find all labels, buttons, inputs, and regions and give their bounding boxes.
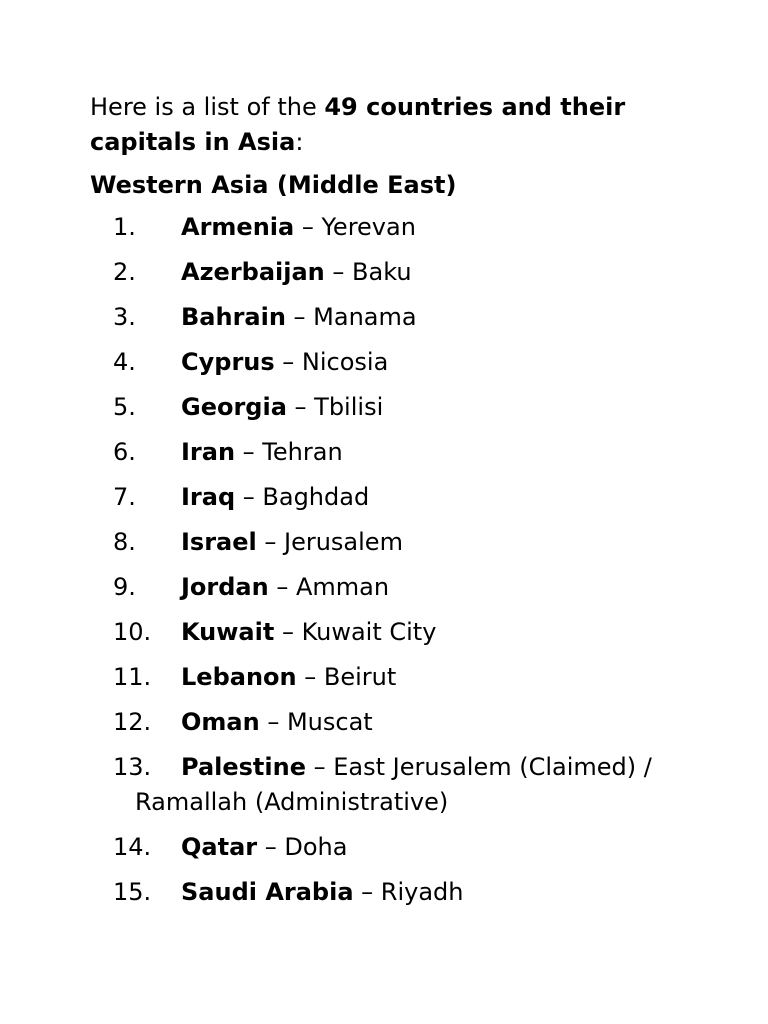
item-number: 14.: [113, 833, 152, 861]
section-heading: Western Asia (Middle East): [90, 171, 457, 199]
item-number: 6.: [113, 438, 136, 466]
list-item: [90, 435, 690, 470]
capital-name-continued: Ramallah (Administrative): [135, 788, 449, 816]
country-name: Bahrain: [181, 303, 286, 331]
country-name: Palestine: [181, 753, 306, 781]
list-item: [90, 660, 690, 695]
list-item: [90, 615, 690, 650]
capital-name: – Nicosia: [274, 348, 389, 376]
country-name: Iraq: [181, 483, 236, 511]
capital-name: – Baku: [324, 258, 412, 286]
capital-name: – Tehran: [235, 438, 343, 466]
country-name: Iran: [181, 438, 236, 466]
list-item: [90, 570, 690, 605]
list-item: [90, 255, 690, 290]
item-number: 10.: [113, 618, 152, 646]
country-name: Kuwait: [181, 618, 275, 646]
capital-name: – Doha: [257, 833, 348, 861]
capital-name: – Baghdad: [235, 483, 370, 511]
country-name: Lebanon: [181, 663, 297, 691]
item-number: 7.: [113, 483, 136, 511]
list-item: [90, 345, 690, 380]
list-item: [90, 750, 690, 820]
capital-name: – Tbilisi: [286, 393, 384, 421]
capital-name: – East Jerusalem (Claimed) /: [306, 753, 652, 781]
item-number: 15.: [113, 878, 152, 906]
country-name: Azerbaijan: [181, 258, 325, 286]
intro-paragraph: [90, 90, 690, 160]
intro-prefix: Here is a list of the: [90, 93, 325, 121]
item-number: 5.: [113, 393, 136, 421]
capital-name: – Yerevan: [294, 213, 416, 241]
capital-name: – Manama: [285, 303, 417, 331]
country-list: [90, 210, 690, 910]
capital-name: – Riyadh: [353, 878, 464, 906]
intro-suffix: :: [295, 128, 304, 156]
list-item: [90, 390, 690, 425]
list-item: [90, 525, 690, 560]
item-number: 1.: [113, 213, 136, 241]
item-number: 2.: [113, 258, 136, 286]
list-item: [90, 300, 690, 335]
document-page: [90, 90, 690, 910]
item-number: 3.: [113, 303, 136, 331]
item-number: 8.: [113, 528, 136, 556]
capital-name: – Muscat: [259, 708, 373, 736]
country-name: Qatar: [181, 833, 258, 861]
item-number: 4.: [113, 348, 136, 376]
capital-name: – Kuwait City: [274, 618, 437, 646]
item-number: 9.: [113, 573, 136, 601]
list-item: [90, 830, 690, 865]
list-item: [90, 705, 690, 740]
item-number: 11.: [113, 663, 152, 691]
item-number: 13.: [113, 753, 152, 781]
country-name: Saudi Arabia: [181, 878, 354, 906]
capital-name: – Amman: [268, 573, 390, 601]
country-name: Cyprus: [181, 348, 275, 376]
country-name: Jordan: [181, 573, 269, 601]
capital-name: – Jerusalem: [256, 528, 403, 556]
country-name: Georgia: [181, 393, 287, 421]
list-item: [90, 875, 690, 910]
country-name: Oman: [181, 708, 260, 736]
capital-name: – Beirut: [296, 663, 397, 691]
item-number: 12.: [113, 708, 152, 736]
list-item: [90, 210, 690, 245]
country-name: Armenia: [181, 213, 295, 241]
country-name: Israel: [181, 528, 257, 556]
list-item: [90, 480, 690, 515]
intro-bold: 49 countries and their capitals in Asia: [90, 93, 626, 156]
